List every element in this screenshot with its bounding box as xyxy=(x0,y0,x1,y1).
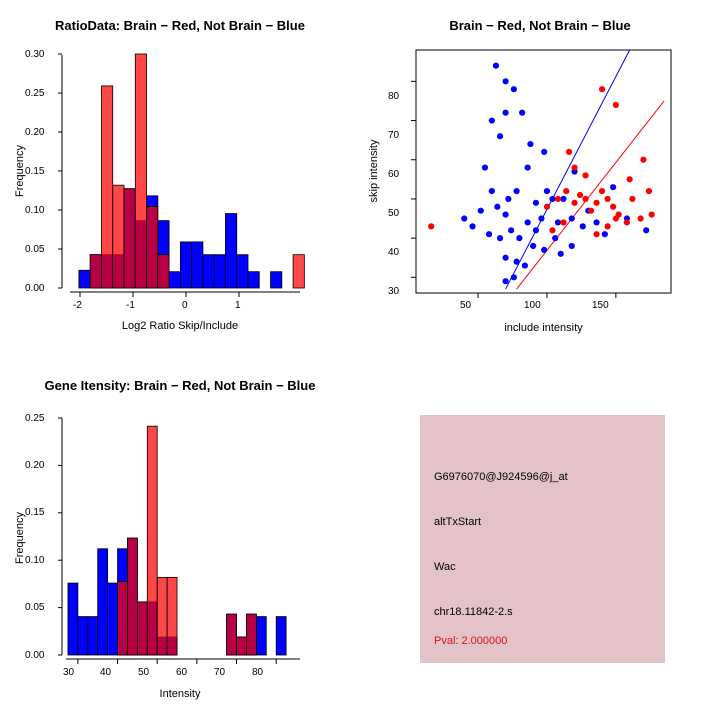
hist-ratio-ylabel: Frequency xyxy=(14,145,26,197)
hist-ratio-xtick-2: 0 xyxy=(182,300,188,311)
hist-ratio-ytick-4: 0.20 xyxy=(25,127,45,138)
hist-intensity-ylabel: Frequency xyxy=(14,512,26,564)
scatter-title: Brain − Red, Not Brain − Blue xyxy=(449,18,631,33)
hist-intensity-ytick-3: 0.15 xyxy=(25,507,45,518)
hist-ratio-ytick-0: 0.00 xyxy=(25,283,45,294)
hist-intensity-xtick-0: 30 xyxy=(63,667,75,678)
hist-ratio-title: RatioData: Brain − Red, Not Brain − Blue xyxy=(55,18,305,33)
info-pval: Pval: 2.000000 xyxy=(434,635,508,647)
hist-intensity-xtick-3: 60 xyxy=(176,667,188,678)
hist-ratio-ytick-2: 0.10 xyxy=(25,205,45,216)
hist-intensity-plot xyxy=(0,360,360,720)
info-line-3: chr18.11842-2.s xyxy=(434,606,513,618)
info-line-1: altTxStart xyxy=(434,516,482,528)
panel-scatter xyxy=(360,0,720,360)
hist-intensity-xtick-1: 40 xyxy=(100,667,112,678)
hist-intensity-ytick-2: 0.10 xyxy=(25,555,45,566)
info-line-0: G6976070@J924596@j_at xyxy=(434,471,568,483)
scatter-xtick-1: 100 xyxy=(524,300,541,311)
hist-intensity-title: Gene Itensity: Brain − Red, Not Brain − Blue xyxy=(44,378,316,393)
scatter-ytick-3: 60 xyxy=(388,169,400,180)
scatter-ytick-1: 40 xyxy=(388,247,400,258)
hist-intensity-ytick-4: 0.20 xyxy=(25,460,45,471)
hist-ratio-xtick-3: 1 xyxy=(235,300,241,311)
hist-ratio-ytick-3: 0.15 xyxy=(25,166,45,177)
hist-intensity-xtick-2: 50 xyxy=(138,667,150,678)
hist-ratio-xtick-0: -2 xyxy=(73,300,82,311)
hist-intensity-xtick-5: 80 xyxy=(252,667,264,678)
hist-intensity-xlabel: Intensity xyxy=(159,688,201,700)
hist-ratio-plot xyxy=(0,0,360,360)
panel-hist-ratio xyxy=(0,0,360,360)
info-panel xyxy=(420,415,665,663)
hist-ratio-xlabel: Log2 Ratio Skip/Include xyxy=(121,320,239,332)
panel-hist-intensity xyxy=(0,360,360,720)
scatter-xlabel: include intensity xyxy=(504,322,583,334)
hist-ratio-ytick-1: 0.05 xyxy=(25,244,45,255)
hist-intensity-ytick-5: 0.25 xyxy=(25,413,45,424)
hist-intensity-ytick-1: 0.05 xyxy=(25,602,45,613)
scatter-ylabel: skip intensity xyxy=(368,139,380,203)
scatter-ytick-4: 70 xyxy=(388,130,400,141)
hist-intensity-xtick-4: 70 xyxy=(214,667,226,678)
hist-ratio-ytick-6: 0.30 xyxy=(25,49,45,60)
info-line-2: Wac xyxy=(434,561,456,573)
hist-ratio-xtick-1: -1 xyxy=(126,300,135,311)
scatter-ytick-5: 80 xyxy=(388,91,400,102)
hist-intensity-ytick-0: 0.00 xyxy=(25,650,45,661)
scatter-xtick-0: 50 xyxy=(460,300,472,311)
hist-ratio-ytick-5: 0.25 xyxy=(25,88,45,99)
scatter-ytick-2: 50 xyxy=(388,208,400,219)
scatter-ytick-0: 30 xyxy=(388,286,400,297)
scatter-xtick-2: 150 xyxy=(592,300,609,311)
